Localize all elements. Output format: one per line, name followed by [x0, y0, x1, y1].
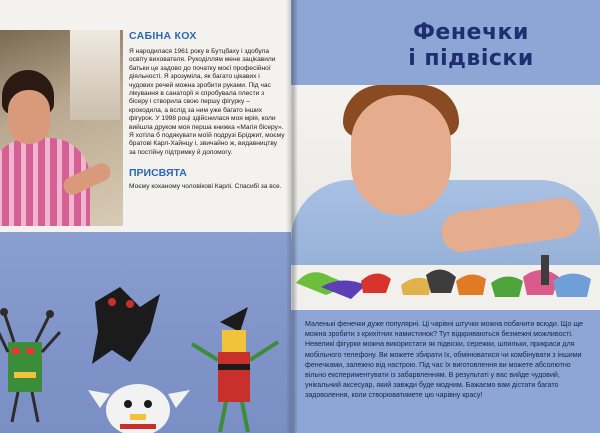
- chapter-title-line2: і підвіски: [408, 46, 534, 71]
- author-heading: САБІНА КОХ: [129, 30, 197, 42]
- beaded-animals-row: [291, 255, 600, 305]
- chapter-title: [351, 20, 591, 72]
- beaded-bat-figure: [92, 287, 160, 364]
- beaded-figures-photo: [0, 232, 291, 433]
- author-text-block: [129, 30, 285, 192]
- dedication-text: Моєму коханому чоловікові Карлі. Спасибі за все.: [129, 183, 282, 191]
- beaded-bird-figure: [88, 384, 190, 433]
- right-page: [291, 0, 600, 433]
- beaded-witch-figure: [192, 307, 278, 432]
- beaded-monster-figure: [0, 308, 60, 422]
- author-photo: [0, 30, 123, 226]
- chapter-intro-text: Маленькі фенечки дуже популярні. Ці чарівні штучки можна побачити всюди. Що ще можна зробити з крихітних намистинок? Тут відкриваються безмежні можливості. Невеликі фігурки можна використати як підвіски, сережки, шпильки, прикраси для мобільного телефону. Ви можете збирати їх, обмінюватися чи комбінувати з іншими фенечками, залежно від настрою. Під час їх виготовлення ви можете абсолютно вільно експериментувати із забарвленням. В результаті у вас вийде чудовий, унікальний аксесуар, який завжди буде модним. Бажаємо вам дістати багато задоволення, коли створюватимете цю чарівну красу!: [305, 320, 584, 400]
- left-page: [0, 0, 291, 433]
- author-bio: Я народилася 1961 року в Бутцбаху і здобула освіту вихователя. Рукоділлям мене зацікавили батьки це задово до початку моєї професійної діяльності. Я зрозуміла, як багато цікавих і чудових речей можна зробити руками. Під час лікування в санаторії я спробувала плести з бісеру і створила свою першу фігурку – крокодила, а вслід за ним уже багато інших фігурок. У 1998 році здійснилася моя мрія, коли вийшла друком моя перша книжка «Магія бісеру». Я хотіла б подякувати моїй подрузі Бріджит, моєму братові Карл-Хайнцу і, звичайно ж, видавництву за постійну підтримку й допомогу.: [129, 48, 285, 156]
- book-gutter: [286, 0, 298, 433]
- dedication-heading: ПРИСВЯТА: [129, 167, 187, 180]
- chapter-title-line1: Фенечки: [413, 20, 529, 45]
- boy-with-figures-photo: [291, 85, 600, 310]
